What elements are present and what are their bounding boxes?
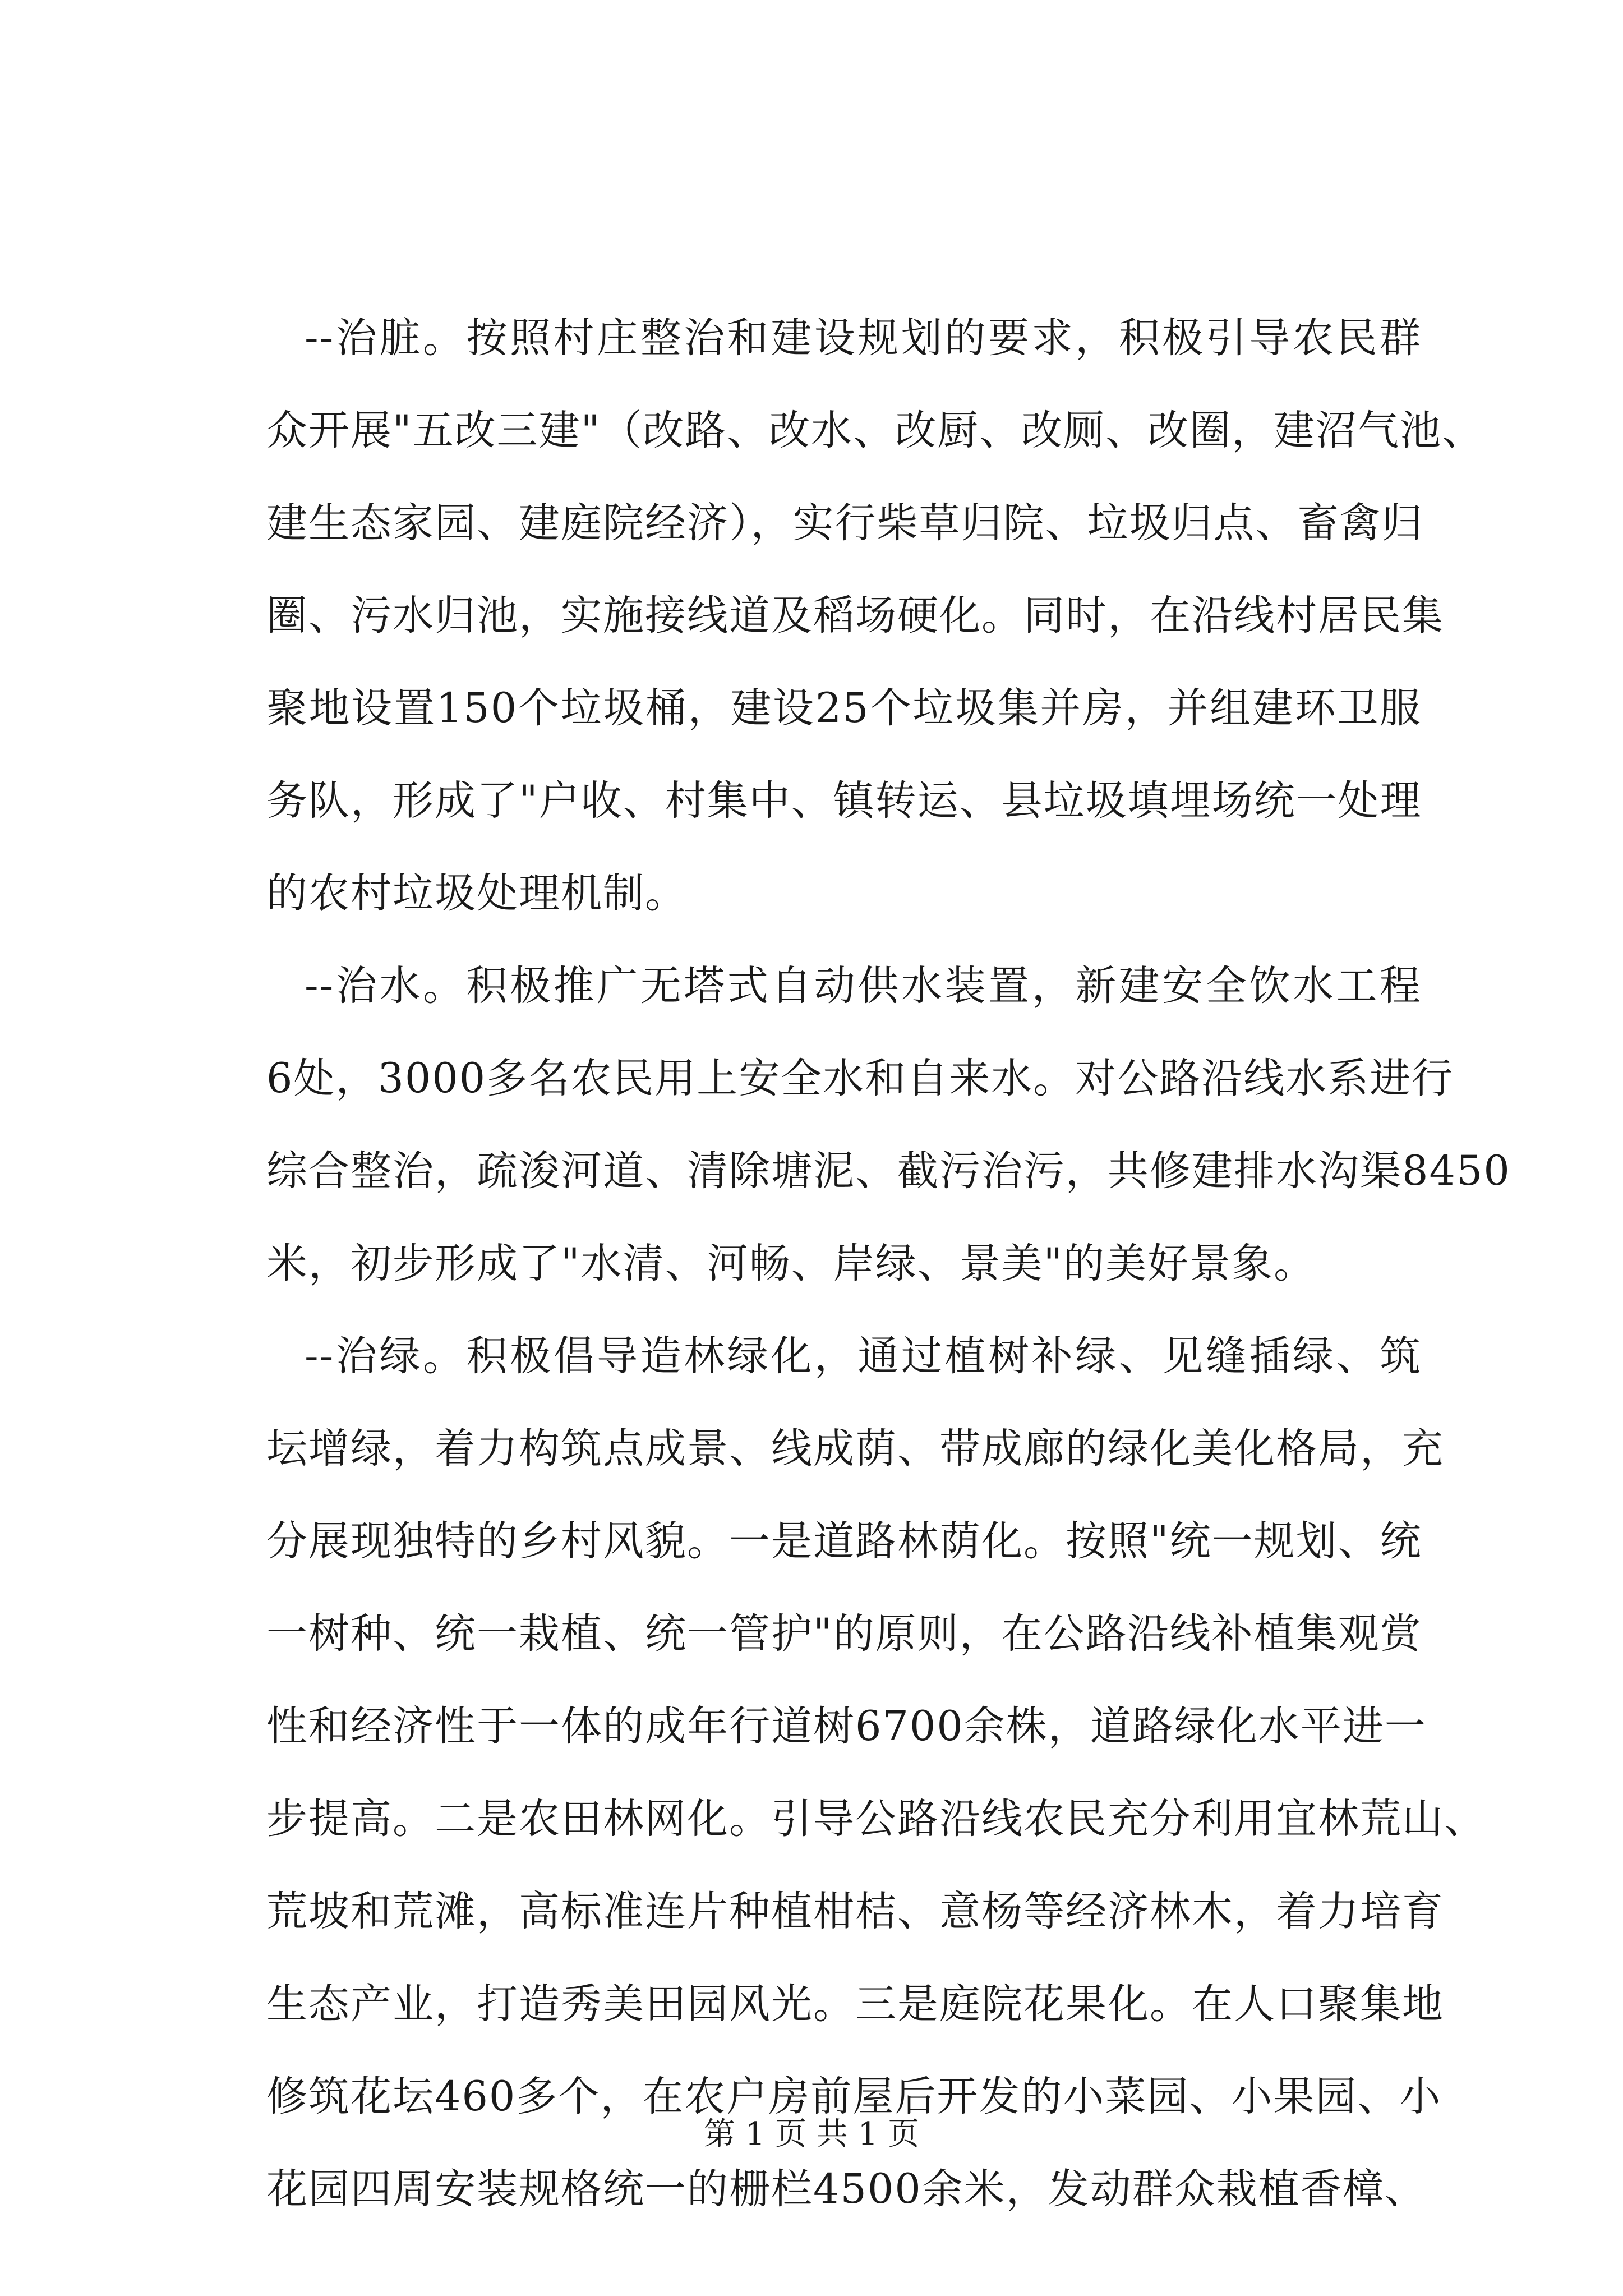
text-line: 修筑花坛460多个，在农户房前屋后开发的小菜园、小果园、小: [266, 2073, 1442, 2120]
text-line: 分展现独特的乡村风貌。一是道路林荫化。按照"统一规划、统: [266, 1517, 1422, 1565]
text-line: 聚地设置150个垃圾桶，建设25个垃圾集并房，并组建环卫服: [266, 684, 1422, 732]
text-line: 建生态家园、建庭院经济），实行柴草归院、垃圾归点、畜禽归: [266, 499, 1424, 547]
text-line: 6处，3000多名农民用上安全水和自来水。对公路沿线水系进行: [266, 1055, 1454, 1102]
text-line: 米，初步形成了"水清、河畅、岸绿、景美"的美好景象。: [266, 1240, 1316, 1287]
paragraph-zhizang: [266, 292, 1484, 940]
text-line: --治脏。按照村庄整治和建设规划的要求，积极引导农民群: [305, 314, 1422, 362]
text-line: 务队，形成了"户收、村集中、镇转运、县垃圾填埋场统一处理: [266, 777, 1422, 825]
text-line: 的农村垃圾处理机制。: [266, 869, 687, 917]
page-footer: [0, 2109, 1623, 2154]
text-line: 圈、污水归池，实施接线道及稻场硬化。同时，在沿线村居民集: [266, 592, 1444, 639]
paragraph-zhishui: [266, 940, 1511, 1310]
paragraph-zhilv: [266, 1310, 1486, 2235]
page-number-label: 第 1 页 共 1 页: [703, 2116, 920, 2152]
text-line: 坛增绿，着力构筑点成景、线成荫、带成廊的绿化美化格局，充: [266, 1425, 1444, 1473]
text-line: 一树种、统一栽植、统一管护"的原则，在公路沿线补植集观赏: [266, 1610, 1422, 1658]
text-line: 众开展"五改三建"（改路、改水、改厨、改厕、改圈，建沼气池、: [266, 407, 1484, 454]
text-line: 步提高。二是农田林网化。引导公路沿线农民充分利用宜林荒山、: [266, 1795, 1486, 1843]
document-body: [266, 292, 1511, 2235]
text-line: --治绿。积极倡导造林绿化，通过植树补绿、见缝插绿、筑: [305, 1332, 1422, 1380]
text-line: 荒坡和荒滩，高标准连片种植柑桔、意杨等经济林木，着力培育: [266, 1888, 1444, 1935]
text-line: 生态产业，打造秀美田园风光。三是庭院花果化。在人口聚集地: [266, 1980, 1444, 2028]
text-line: --治水。积极推广无塔式自动供水装置，新建安全饮水工程: [305, 962, 1422, 1010]
text-line: 综合整治，疏浚河道、清除塘泥、截污治污，共修建排水沟渠8450: [266, 1147, 1511, 1195]
text-line: 性和经济性于一体的成年行道树6700余株，道路绿化水平进一: [266, 1703, 1427, 1750]
text-line: 花园四周安装规格统一的栅栏4500余米，发动群众栽植香樟、: [266, 2165, 1427, 2213]
